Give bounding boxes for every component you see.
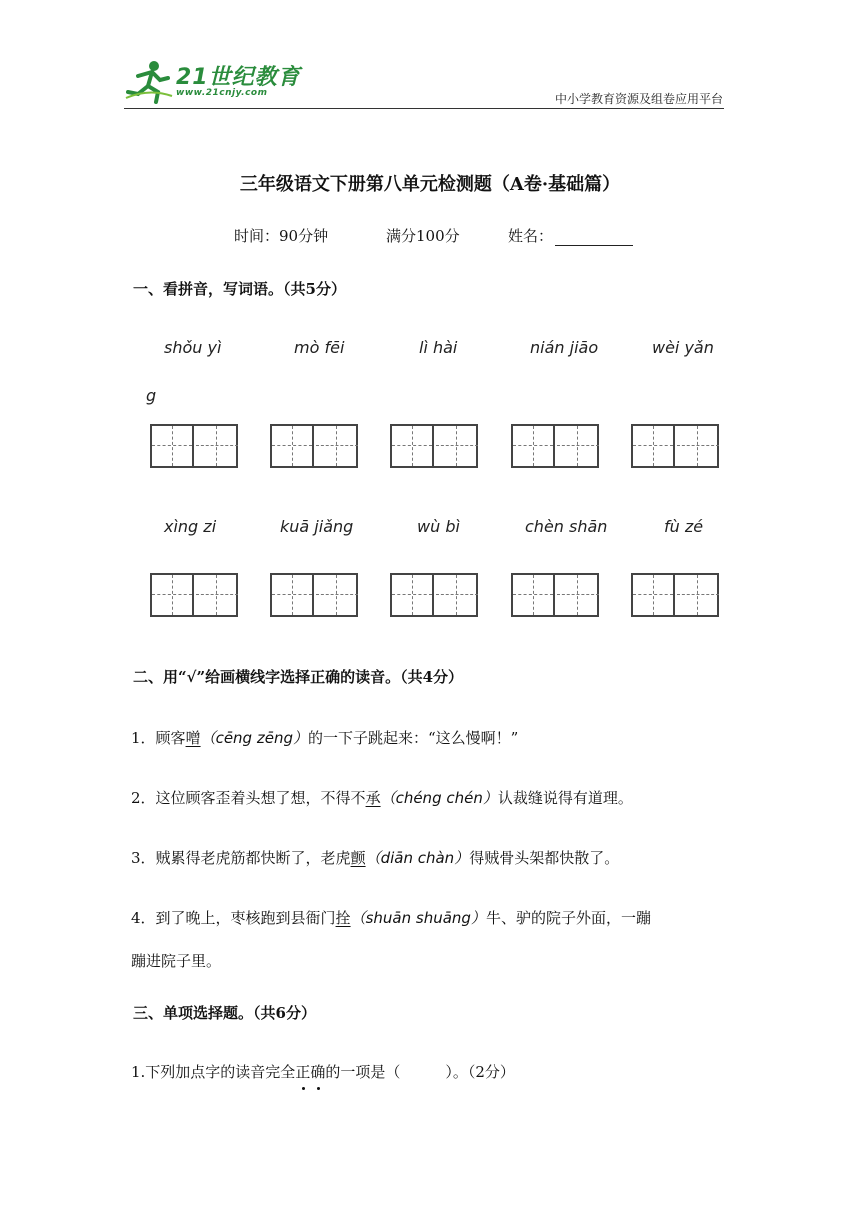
logo-url: www.21cnjy.com — [176, 88, 268, 98]
question-item — [131, 907, 651, 928]
pinyin-label: shǒu yì — [164, 338, 222, 357]
underlined-char: 拴 — [335, 909, 351, 927]
dotted-char: 确 — [310, 1063, 326, 1081]
writing-grid[interactable] — [390, 424, 478, 468]
name-blank — [555, 231, 633, 246]
question-text: 1.下列加点字的读音完全 — [131, 1063, 296, 1081]
writing-grid[interactable] — [390, 573, 478, 617]
choice-question — [131, 1061, 515, 1082]
pinyin-label: wèi yǎn — [652, 338, 714, 357]
question-text: 贼累得老虎筋都快断了，老虎 — [155, 849, 351, 867]
site-logo — [124, 58, 301, 104]
platform-label: 中小学教育资源及组卷应用平台 — [554, 92, 723, 106]
pinyin-label: chèn shān — [525, 517, 608, 536]
runner-logo-icon — [124, 58, 174, 104]
pinyin-label: mò fēi — [294, 338, 345, 357]
question-item — [131, 787, 633, 808]
pinyin-label: lì hài — [419, 338, 458, 357]
question-text: 的一项是（ ）。（2分） — [325, 1063, 515, 1081]
question-item — [131, 847, 619, 868]
exam-time: 时间：90分钟 — [234, 227, 329, 245]
name-field — [508, 225, 633, 246]
question-text: 到了晚上，枣核跑到县衙门 — [155, 909, 336, 927]
pinyin-options[interactable]: （diān chàn） — [365, 849, 470, 867]
pinyin-label: wù bì — [417, 517, 460, 536]
section-3-heading: 三、单项选择题。（共6分） — [133, 1004, 316, 1022]
pinyin-label: kuā jiǎng — [280, 517, 354, 536]
question-text: 得贼骨头架都快散了。 — [469, 849, 620, 867]
writing-grid[interactable] — [631, 424, 719, 468]
question-text: 认裁缝说得有道理。 — [497, 789, 633, 807]
question-continuation: 蹦进院子里。 — [131, 952, 222, 970]
question-text: 顾客 — [155, 729, 186, 747]
dotted-char: 正 — [295, 1063, 311, 1081]
writing-grid[interactable] — [270, 573, 358, 617]
pinyin-label: nián jiāo — [530, 338, 599, 357]
question-number: 2． — [131, 789, 156, 807]
name-label: 姓名： — [508, 227, 554, 245]
section-1-heading: 一、看拼音，写词语。（共5分） — [133, 280, 346, 298]
writing-grid[interactable] — [150, 573, 238, 617]
pinyin-wrap: g — [146, 386, 157, 405]
section-2-heading: 二、用“√”给画横线字选择正确的读音。（共4分） — [133, 668, 464, 686]
question-text: 这位顾客歪着头想了想，不得不 — [155, 789, 366, 807]
underlined-char: 噌 — [185, 729, 201, 747]
question-number: 4． — [131, 909, 156, 927]
pinyin-options[interactable]: （cēng zēng） — [200, 729, 308, 747]
question-number: 3． — [131, 849, 156, 867]
pinyin-label: fù zé — [664, 517, 704, 536]
page-title: 三年级语文下册第八单元检测题（A卷·基础篇） — [239, 174, 621, 195]
writing-grid[interactable] — [511, 424, 599, 468]
writing-grid[interactable] — [270, 424, 358, 468]
underlined-char: 承 — [365, 789, 381, 807]
question-number: 1． — [131, 729, 156, 747]
exam-full-score: 满分100分 — [386, 227, 460, 245]
writing-grid[interactable] — [150, 424, 238, 468]
pinyin-label: xìng zi — [164, 517, 217, 536]
pinyin-options[interactable]: （shuān shuāng） — [350, 909, 486, 927]
question-item — [131, 727, 518, 748]
writing-grid[interactable] — [511, 573, 599, 617]
logo-text: 21世纪教育 — [176, 65, 301, 90]
question-text: 牛、驴的院子外面，一蹦 — [485, 909, 651, 927]
header-divider — [124, 108, 724, 109]
question-text: 的一下子跳起来：“这么慢啊！” — [307, 729, 519, 747]
pinyin-options[interactable]: （chéng chén） — [380, 789, 498, 807]
underlined-char: 颤 — [350, 849, 366, 867]
writing-grid[interactable] — [631, 573, 719, 617]
